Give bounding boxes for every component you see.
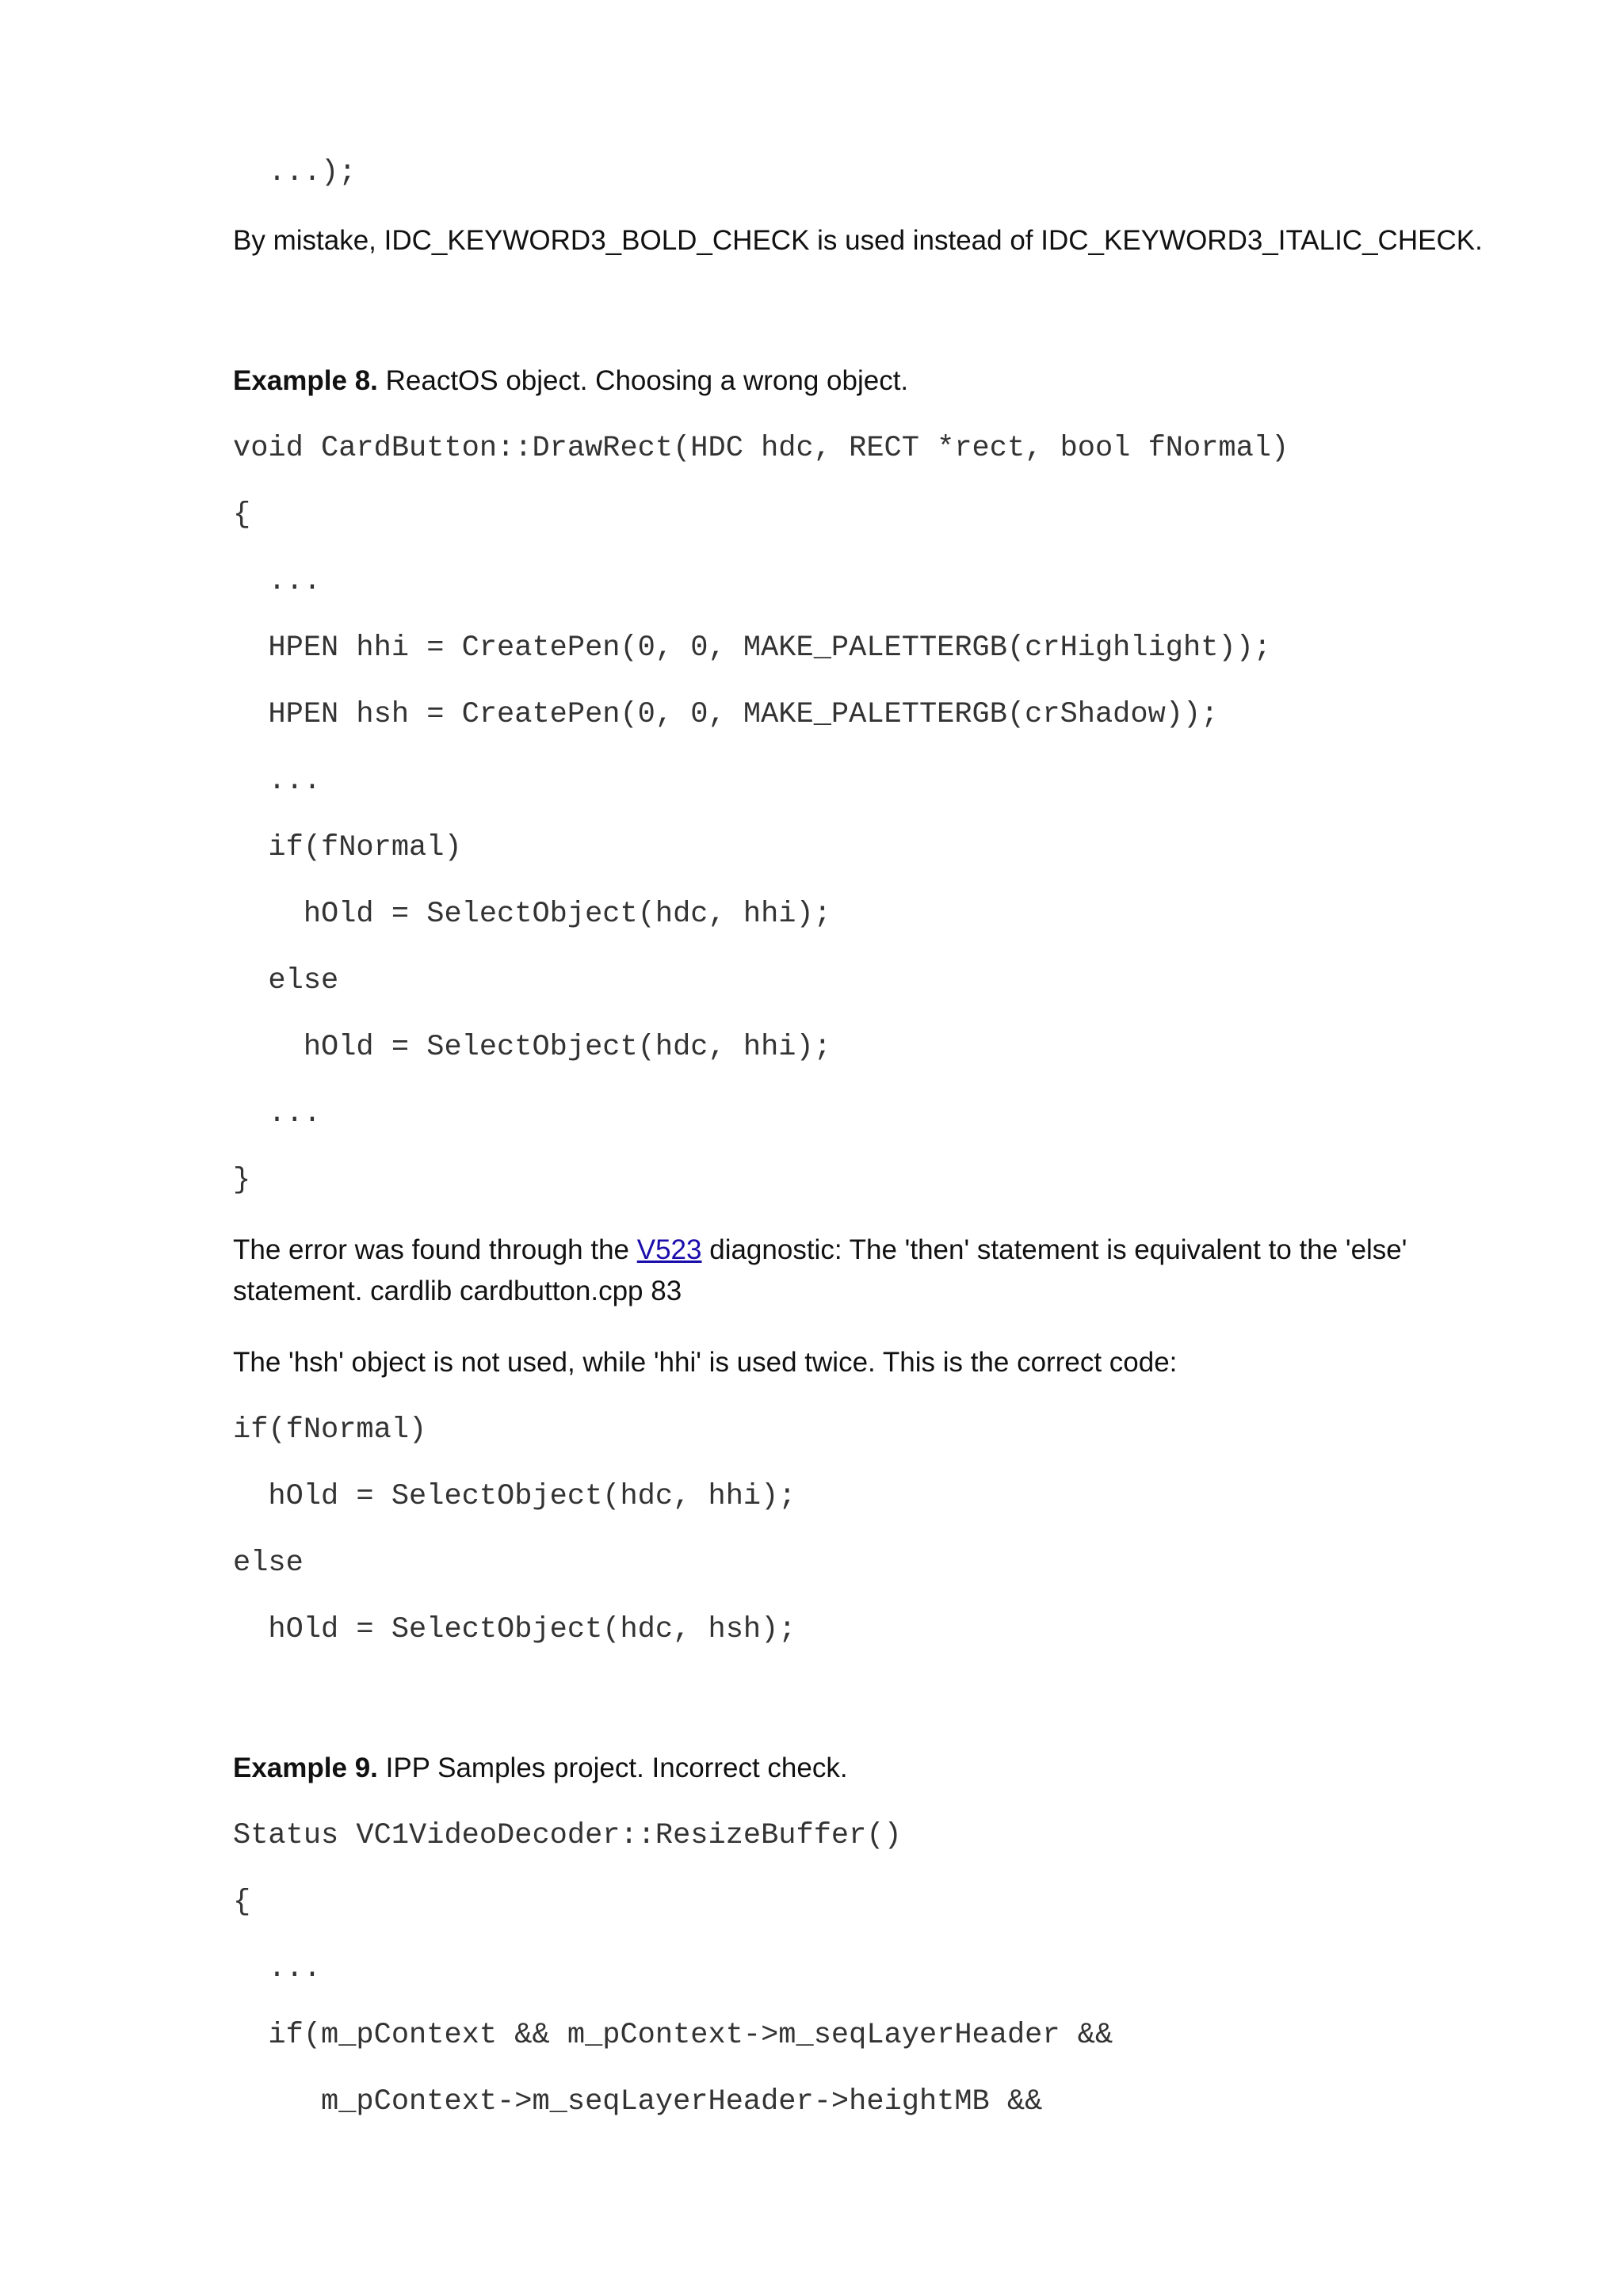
example-9-heading [233,1748,848,1789]
code-line: HPEN hsh = CreatePen(0, 0, MAKE_PALETTERGB(crShadow)); [233,698,1219,731]
code-line: m_pContext->m_seqLayerHeader->heightMB && [233,2085,1043,2119]
code-line: Status VC1VideoDecoder::ResizeBuffer() [233,1819,902,1852]
code-line: void CardButton::DrawRect(HDC hdc, RECT *rect, bool fNormal) [233,432,1289,465]
code-line: hOld = SelectObject(hdc, hhi); [233,1031,831,1064]
code-line: hOld = SelectObject(hdc, hsh); [233,1613,796,1646]
correction-paragraph: The 'hsh' object is not used, while 'hhi' is used twice. This is the correct code: [233,1347,1178,1378]
code-line: { [233,498,251,532]
paragraph-mistake: By mistake, IDC_KEYWORD3_BOLD_CHECK is used instead of IDC_KEYWORD3_ITALIC_CHECK. [233,225,1483,256]
error-text-post: diagnostic: The 'then' statement is equivalent to the 'else' [701,1234,1407,1265]
example-9-label: Example 9. [233,1753,378,1783]
code-line: hOld = SelectObject(hdc, hhi); [233,898,831,931]
example-9-title: IPP Samples project. Incorrect check. [377,1753,848,1783]
code-line: ... [233,765,322,798]
code-line: if(fNormal) [233,1413,427,1447]
code-line: ...); [233,156,357,189]
code-line: else [233,1547,304,1580]
code-line: } [233,1164,251,1197]
error-paragraph-line2: statement. cardlib cardbutton.cpp 83 [233,1276,682,1306]
code-line: ... [233,1952,322,1985]
error-paragraph [233,1230,1407,1271]
code-line: { [233,1886,251,1919]
code-line: ... [233,1097,322,1131]
example-8-heading [233,360,908,402]
code-line: ... [233,565,322,598]
example-8-label: Example 8. [233,365,378,396]
code-line: hOld = SelectObject(hdc, hhi); [233,1480,796,1513]
error-text-pre: The error was found through the [233,1234,637,1265]
example-8-title: ReactOS object. Choosing a wrong object. [377,365,909,396]
code-line: if(fNormal) [233,831,462,864]
code-line: else [233,964,339,997]
v523-link[interactable]: V523 [636,1234,702,1265]
code-line: HPEN hhi = CreatePen(0, 0, MAKE_PALETTERGB(crHighlight)); [233,631,1272,665]
code-line: if(m_pContext && m_pContext->m_seqLayerHeader && [233,2019,1113,2052]
